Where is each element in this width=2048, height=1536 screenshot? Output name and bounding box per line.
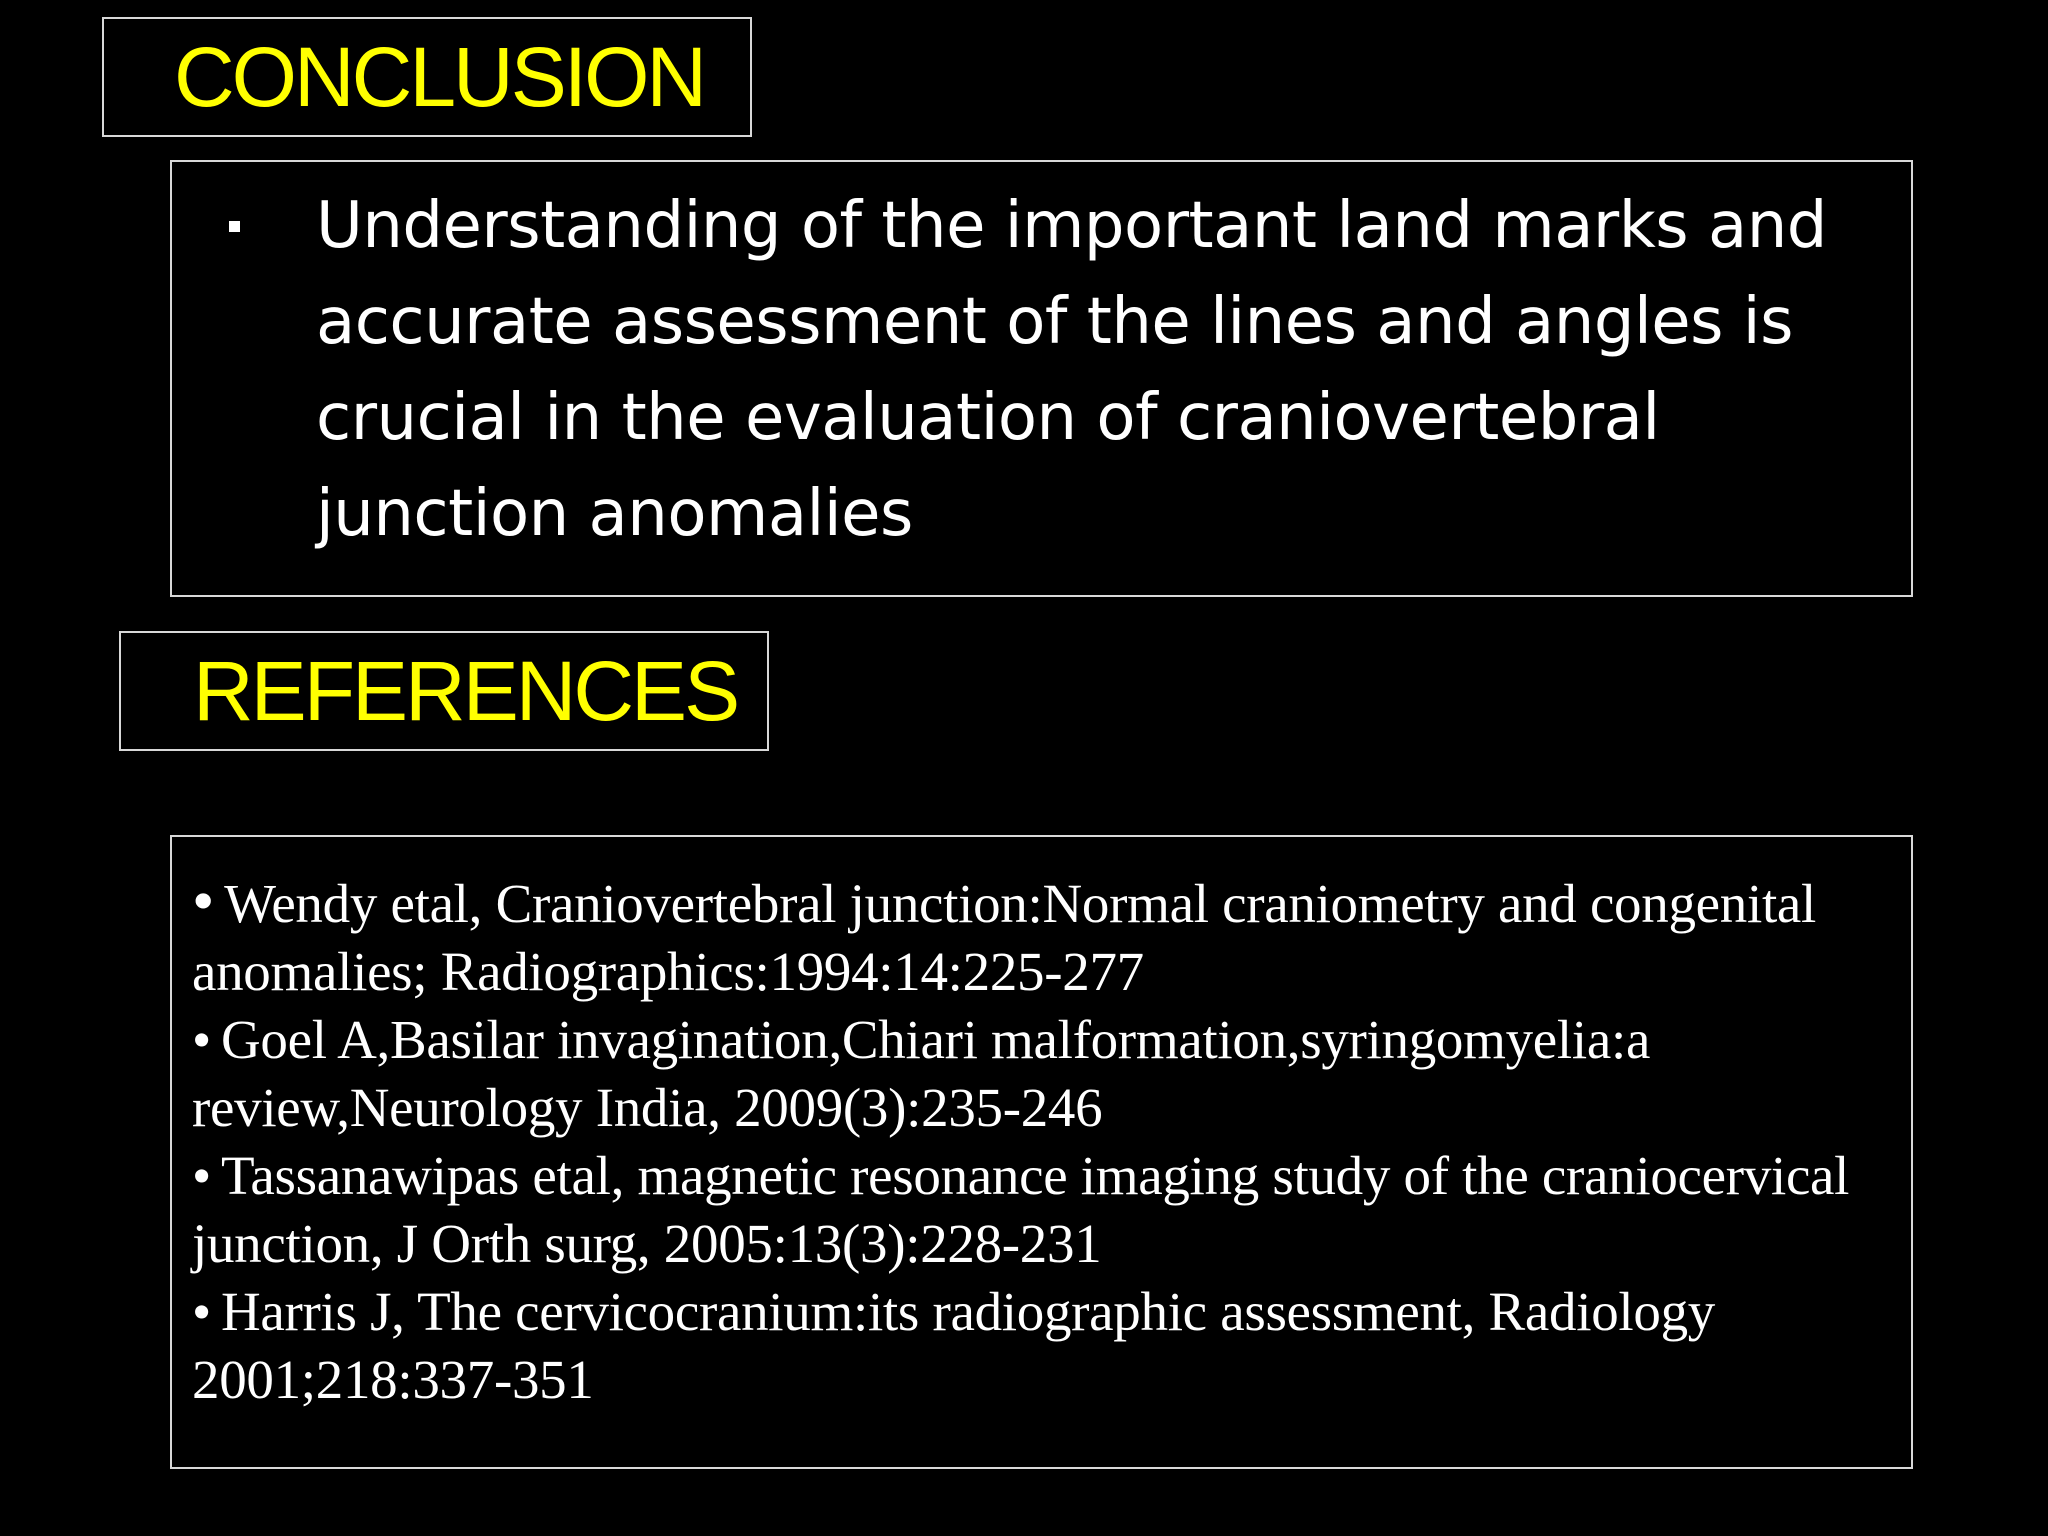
bullet-icon: • [192,865,215,936]
references-heading: REFERENCES [193,644,738,738]
references-list [192,867,1892,1414]
references-heading-box [119,631,769,751]
conclusion-heading: CONCLUSION [174,30,705,124]
reference-item [192,1278,1892,1414]
square-bullet-icon [229,221,240,232]
reference-text: Harris J, The cervicocranium:its radiographic assessment, Radiology 2001;218:337-351 [192,1281,1716,1410]
reference-text: Tassanawipas etal, magnetic resonance imaging study of the craniocervical junction, J Orth surg, 2005:13(3):228-231 [192,1145,1850,1274]
references-content-box [170,835,1913,1469]
reference-item [192,1142,1892,1278]
bullet-icon: • [192,1009,211,1070]
conclusion-heading-box [102,17,752,137]
bullet-icon: • [192,1281,211,1342]
bullet-icon: • [192,1145,211,1206]
conclusion-content-box [170,160,1913,597]
reference-text: Wendy etal, Craniovertebral junction:Normal craniometry and congenital anomalies; Radiographics:1994:14:225-277 [192,873,1817,1002]
reference-text: Goel A,Basilar invagination,Chiari malformation,syringomyelia:a review,Neurology India, 2009(3):235-246 [192,1009,1651,1138]
reference-item [192,1006,1892,1142]
reference-item [192,867,1892,1006]
conclusion-bullet-text: Understanding of the important land marks and accurate assessment of the lines and angles is crucial in the evaluation of craniovertebral junction anomalies [316,189,1827,551]
